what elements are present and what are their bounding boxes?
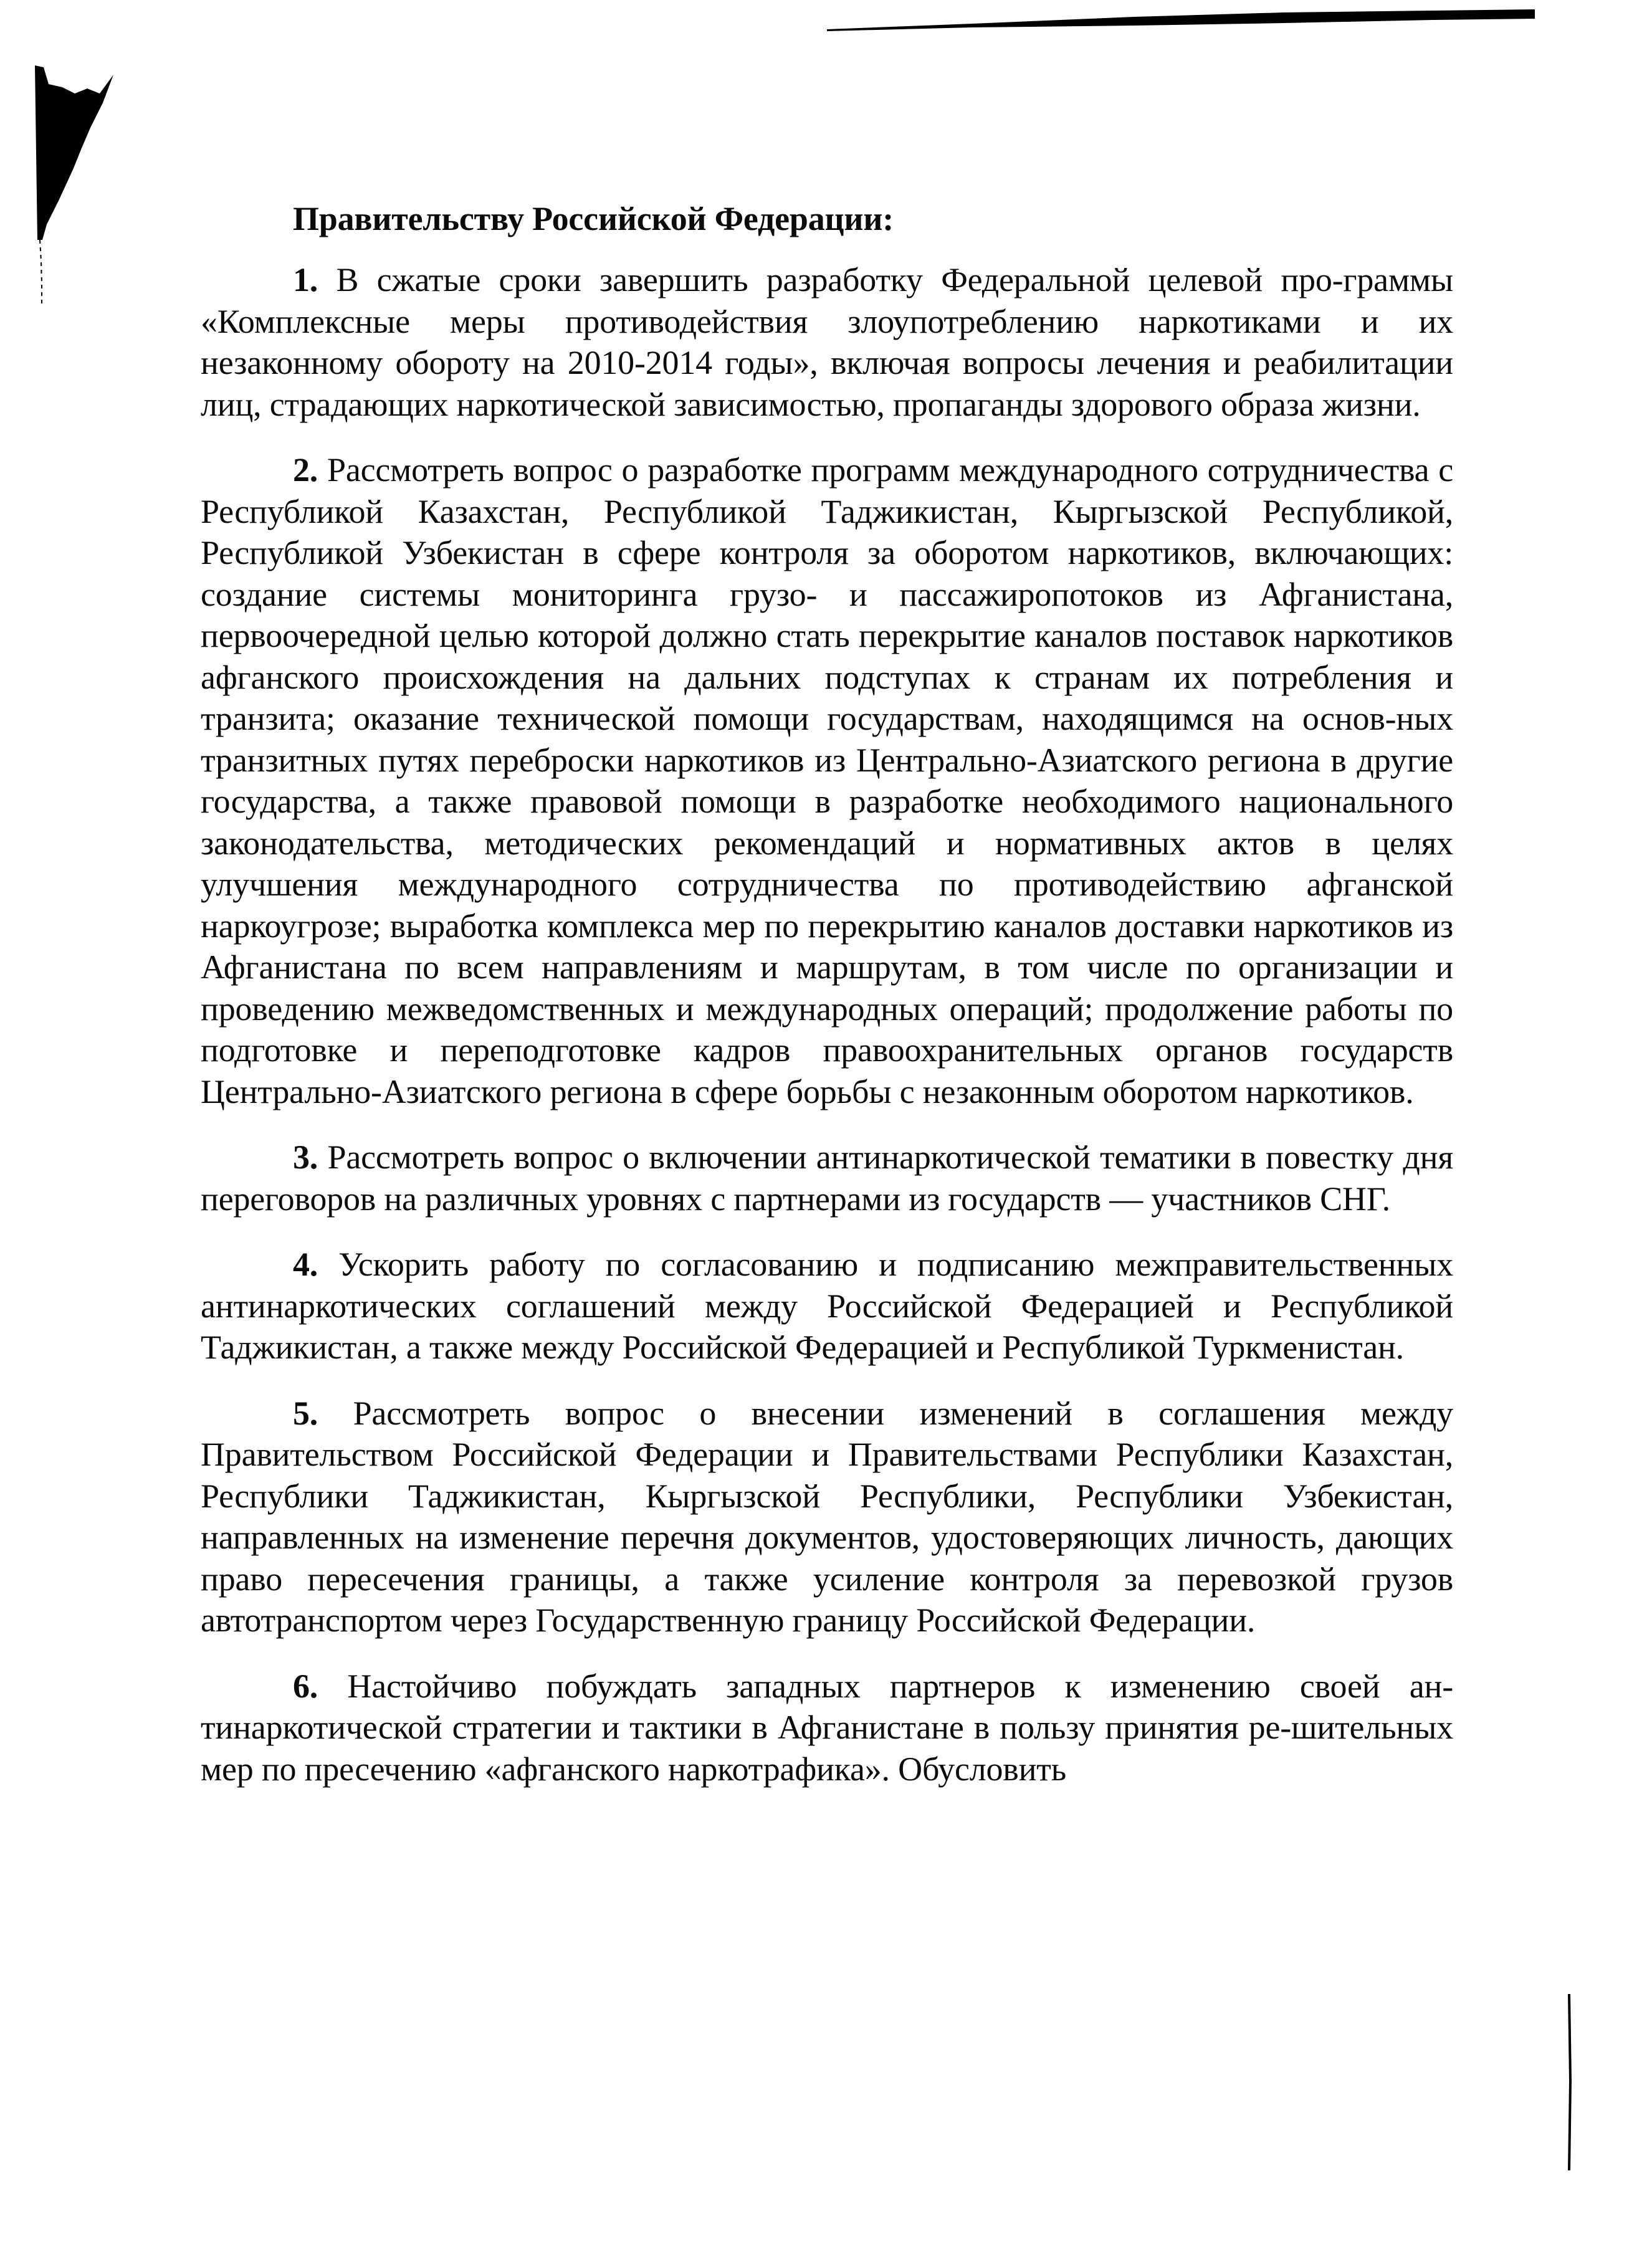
item-text: Рассмотреть вопрос о разработке программ международного сотрудничества с Республикой Казахстан, Республикой Таджикистан, Кыргызской Республикой, Республикой Узбекистан в сфере контроля за оборотом наркотиков, включающих: создание системы мониторинга грузо- и пассажиропотоков из Афганистана, первоочередной целью которой должно стать перекрытие каналов поставок наркотиков афганского происхождения на дальних подступах к странам их потребления и транзита; оказание технической помощи государствам, находящимся на основ-ных транзитных путях переброски наркотиков из Центрально-Азиатского региона в другие государства, а также правовой помощи в разработке необходимого национального законодательства, методических рекомендаций и нормативных актов в целях улучшения международного сотрудничества по противодействию афганской наркоугрозе; выработка комплекса мер по перекрытию каналов доставки наркотиков из Афганистана по всем направлениям и маршрутам, в том числе по организации и проведению межведомственных и международных операций; продолжение работы по подготовке и переподготовке кадров правоохранительных органов государств Центрально-Азиатского региона в сфере борьбы с незаконным оборотом наркотиков. <box>201 451 1453 1110</box>
item-number: 5. <box>293 1394 318 1432</box>
item-text: Настойчиво побуждать западных партнеров к изменению своей ан-тинаркотической стратегии и тактики в Афганистане в пользу принятия ре-шительных мер по пресечению «афганского наркотрафика». Обусловить <box>201 1667 1453 1788</box>
document-body <box>201 198 1453 1790</box>
item-number: 6. <box>293 1667 318 1705</box>
document-heading: Правительству Российской Федерации: <box>293 200 894 237</box>
item-text: Ускорить работу по согласованию и подписанию межправительственных антинаркотических соглашений между Российской Федерацией и Республикой Таджикистан, а также между Российской Федерацией и Республикой Туркменистан. <box>201 1246 1453 1366</box>
scan-artifact-wedge <box>0 0 187 312</box>
item-number: 4. <box>293 1246 318 1283</box>
list-item <box>201 1666 1453 1790</box>
item-number: 2. <box>293 451 318 489</box>
item-text: В сжатые сроки завершить разработку Федеральной целевой про-граммы «Комплексные меры противодействия злоупотреблению наркотиками и их незаконному обороту на 2010-2014 годы», включая вопросы лечения и реабилитации лиц, страдающих наркотической зависимостью, пропаганды здорового образа жизни. <box>201 261 1453 423</box>
item-number: 1. <box>293 261 318 298</box>
item-number: 3. <box>293 1138 318 1176</box>
list-item <box>201 1244 1453 1368</box>
list-item <box>201 259 1453 425</box>
scan-artifact-top-line <box>810 0 1652 62</box>
list-item <box>201 1137 1453 1219</box>
scan-artifact-right-line <box>1527 1994 1652 2252</box>
item-text: Рассмотреть вопрос о внесении изменений в соглашения между Правительством Российской Федерации и Правительствами Республики Казахстан, Республики Таджикистан, Кыргызской Республики, Республики Узбекистан, направленных на изменение перечня документов, удостоверяющих личность, дающих право пересечения границы, а также усиление контроля за перевозкой грузов автотранспортом через Государственную границу Российской Федерации. <box>201 1394 1453 1639</box>
item-text: Рассмотреть вопрос о включении антинаркотической тематики в повестку дня переговоров на различных уровнях с партнерами из государств — участников СНГ. <box>201 1138 1453 1218</box>
list-item <box>201 1393 1453 1641</box>
list-item <box>201 449 1453 1112</box>
